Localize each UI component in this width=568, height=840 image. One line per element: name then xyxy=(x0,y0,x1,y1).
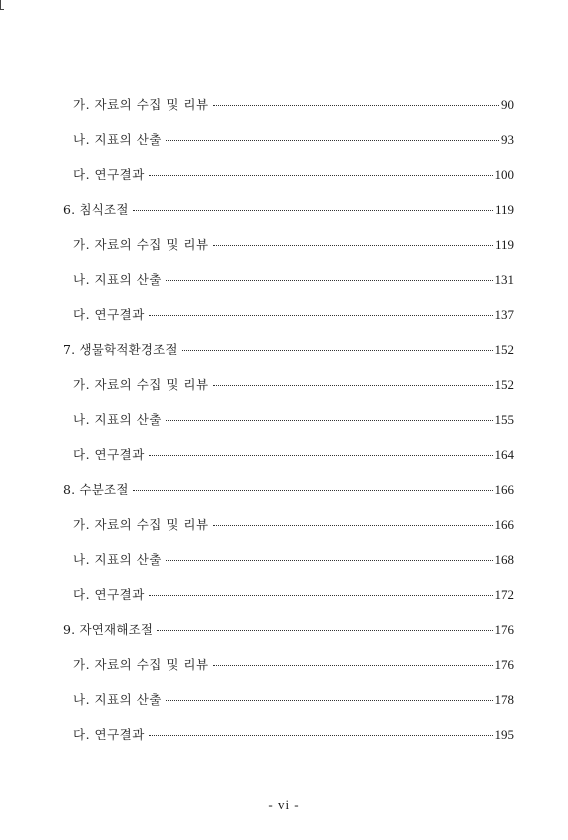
page-number: - vi - xyxy=(268,797,300,812)
toc-section-entry[interactable] xyxy=(63,202,514,218)
toc-entry[interactable] xyxy=(73,517,514,533)
dot-leader xyxy=(213,385,493,386)
toc-entry-page: 164 xyxy=(494,447,514,462)
toc-entry-title: 다. 연구결과 xyxy=(73,167,145,182)
toc-entry-title: 가. 자료의 수집 및 리뷰 xyxy=(73,237,209,252)
dot-leader xyxy=(149,175,493,176)
dot-leader xyxy=(149,735,493,736)
toc-entry[interactable] xyxy=(73,377,514,393)
toc-entry-page: 152 xyxy=(494,342,514,357)
toc-entry-title: 6. 침식조절 xyxy=(63,202,129,217)
dot-leader xyxy=(213,245,493,246)
dot-leader xyxy=(149,455,493,456)
toc-entry-title: 가. 자료의 수집 및 리뷰 xyxy=(73,97,209,112)
dot-leader xyxy=(149,595,493,596)
toc-entry-title: 가. 자료의 수집 및 리뷰 xyxy=(73,377,209,392)
toc-entry-page: 90 xyxy=(501,97,514,112)
toc-entry-title: 나. 지표의 산출 xyxy=(73,412,162,427)
toc-entry-page: 155 xyxy=(494,412,514,427)
dot-leader xyxy=(182,350,493,351)
toc-entry[interactable] xyxy=(73,237,514,253)
toc-entry-title: 9. 자연재해조절 xyxy=(63,622,154,637)
toc-entry-page: 166 xyxy=(494,517,514,532)
toc-entry-title: 8. 수분조절 xyxy=(63,482,129,497)
dot-leader xyxy=(213,665,493,666)
toc-entry-title: 가. 자료의 수집 및 리뷰 xyxy=(73,657,209,672)
toc-entry-title: 나. 지표의 산출 xyxy=(73,132,162,147)
toc-entry-page: 119 xyxy=(494,202,514,217)
toc-entry[interactable] xyxy=(73,97,514,113)
dot-leader xyxy=(133,210,493,211)
toc-entry[interactable] xyxy=(73,132,514,148)
toc-entry-page: 172 xyxy=(494,587,514,602)
toc-entry-title: 나. 지표의 산출 xyxy=(73,552,162,567)
toc-entry[interactable] xyxy=(73,587,514,603)
dot-leader xyxy=(157,630,492,631)
toc-entry-page: 168 xyxy=(494,552,514,567)
dot-leader xyxy=(213,525,493,526)
toc-entry[interactable] xyxy=(73,447,514,463)
dot-leader xyxy=(166,700,493,701)
toc-entry-title: 나. 지표의 산출 xyxy=(73,692,162,707)
toc-entry[interactable] xyxy=(73,552,514,568)
toc-entry-page: 195 xyxy=(494,727,514,742)
toc-entry-page: 166 xyxy=(494,482,514,497)
toc-entry-title: 다. 연구결과 xyxy=(73,307,145,322)
toc-entry-page: 137 xyxy=(494,307,514,322)
toc-entry[interactable] xyxy=(73,727,514,743)
toc-entry[interactable] xyxy=(73,412,514,428)
toc-section-entry[interactable] xyxy=(63,482,514,498)
dot-leader xyxy=(133,490,493,491)
toc-entry[interactable] xyxy=(73,307,514,323)
toc-entry-page: 152 xyxy=(494,377,514,392)
toc-entry-page: 100 xyxy=(494,167,514,182)
toc-entry[interactable] xyxy=(73,692,514,708)
toc-section-entry[interactable] xyxy=(63,622,514,638)
toc-entry-title: 다. 연구결과 xyxy=(73,447,145,462)
toc-entry-title: 7. 생물학적환경조절 xyxy=(63,342,178,357)
toc-entry[interactable] xyxy=(73,272,514,288)
toc-entry[interactable] xyxy=(73,657,514,673)
toc-entry-title: 나. 지표의 산출 xyxy=(73,272,162,287)
toc-entry-page: 176 xyxy=(494,622,514,637)
dot-leader xyxy=(166,140,499,141)
toc-section-entry[interactable] xyxy=(63,342,514,358)
dot-leader xyxy=(166,560,493,561)
toc-entry-title: 다. 연구결과 xyxy=(73,587,145,602)
toc-entry-page: 131 xyxy=(494,272,514,287)
toc-entry-page: 178 xyxy=(494,692,514,707)
dot-leader xyxy=(149,315,493,316)
toc-entry-page: 176 xyxy=(494,657,514,672)
dot-leader xyxy=(166,420,493,421)
toc-entry-title: 가. 자료의 수집 및 리뷰 xyxy=(73,517,209,532)
toc-entry[interactable] xyxy=(73,167,514,183)
dot-leader xyxy=(213,105,499,106)
toc-entry-title: 다. 연구결과 xyxy=(73,727,145,742)
toc-entry-page: 119 xyxy=(494,237,514,252)
dot-leader xyxy=(166,280,493,281)
toc-entry-page: 93 xyxy=(501,132,514,147)
